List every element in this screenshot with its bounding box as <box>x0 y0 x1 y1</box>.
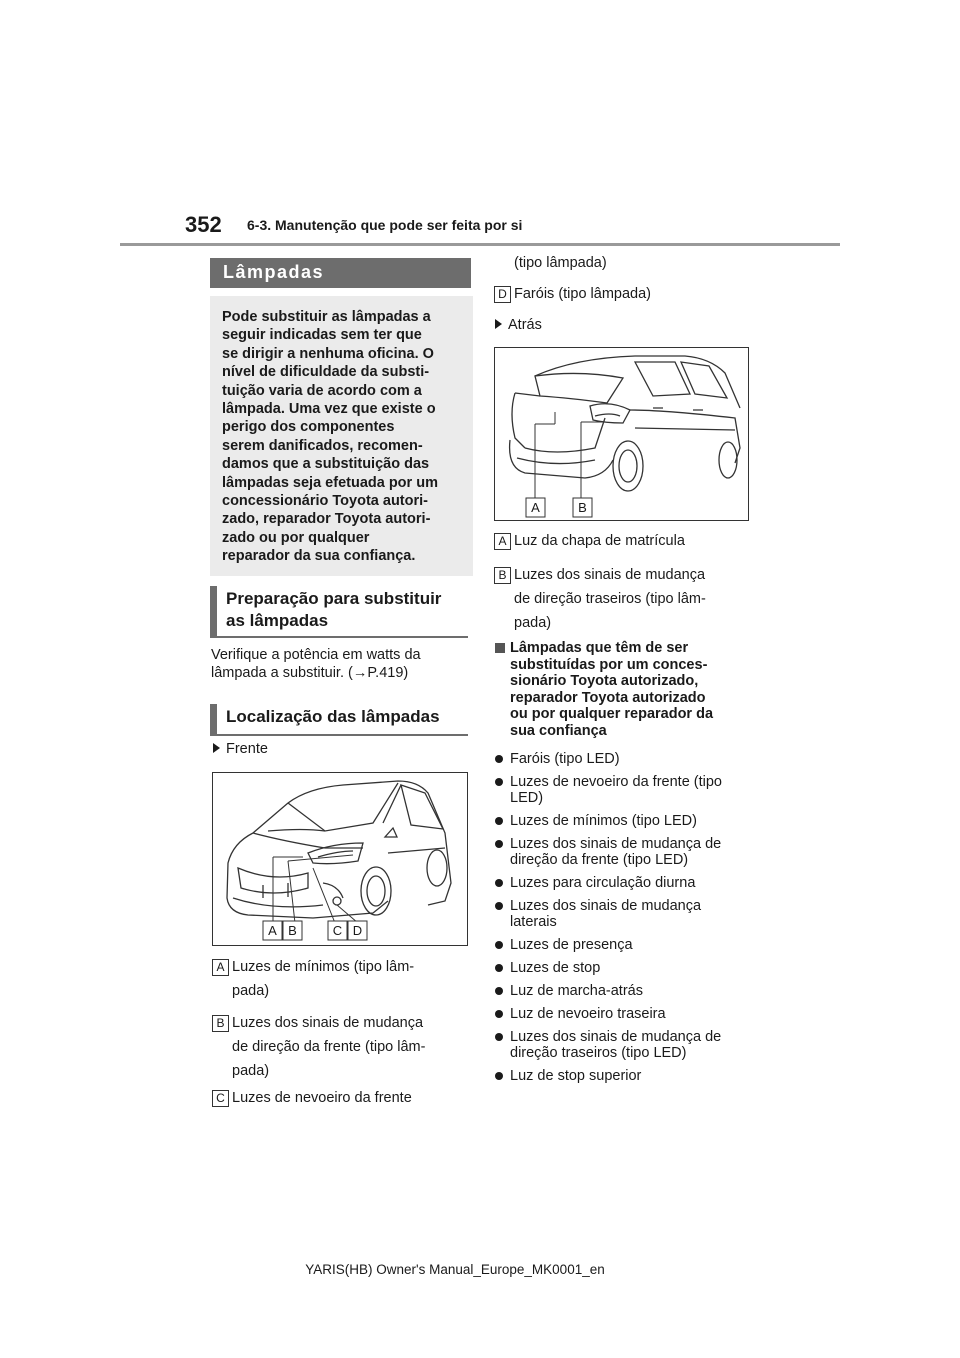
front-callout-a: A <box>268 923 277 938</box>
intro-line: tuição varia de acordo com a <box>222 382 422 399</box>
intro-line: zado, reparador Toyota autori- <box>222 511 431 528</box>
bullet-dot-icon <box>495 964 503 972</box>
bullet-dot-icon <box>495 941 503 949</box>
front-subheading: Frente <box>213 741 268 757</box>
heading-preparacao-line: as lâmpadas <box>226 611 329 630</box>
heading-localizacao: Localização das lâmpadas <box>210 704 468 736</box>
intro-line: Pode substituir as lâmpadas a <box>222 309 431 325</box>
rear-car-illustration <box>494 347 749 521</box>
label-key-c: C <box>212 1090 229 1107</box>
list-item: Luzes de mínimos (tipo LED) <box>495 813 755 829</box>
intro-line: zado ou por qualquer <box>222 529 370 546</box>
list-item: Luzes de nevoeiro da frente (tipo LED) <box>495 774 755 806</box>
intro-line: nível de dificuldade da substi- <box>222 364 430 381</box>
intro-line: seguir indicadas sem ter que <box>222 327 422 344</box>
list-item: Luzes para circulação diurna <box>495 875 755 891</box>
front-callout-c: C <box>332 923 343 938</box>
intro-line: se dirigir a nenhuma oficina. O <box>222 345 434 362</box>
list-item: Luz de nevoeiro traseira <box>495 1006 755 1022</box>
triangle-bullet-icon <box>213 743 220 753</box>
list-item: Luzes de stop <box>495 960 755 976</box>
intro-line: serem danificados, recomen- <box>222 437 423 454</box>
rear-item-b: B Luzes dos sinais de mudança de direção traseiros (tipo lâm- pada) <box>494 563 734 635</box>
preparacao-text <box>211 646 461 682</box>
arrow-icon: → <box>352 665 368 681</box>
bullet-dot-icon <box>495 902 503 910</box>
intro-line: perigo dos componentes <box>222 419 395 436</box>
front-callout-b: B <box>288 923 297 938</box>
header-divider <box>120 243 840 246</box>
preparacao-line: lâmpada a substituir. (→P.419) <box>211 665 409 681</box>
bullet-dot-icon <box>495 987 503 995</box>
page-number: 352 <box>185 212 222 237</box>
dealer-section-title: Lâmpadas que têm de ser substituídas por um conces- sionário Toyota autorizado, reparador Toyota autorizado ou por qualquer reparador da sua confiança <box>495 640 753 739</box>
page-reference-link[interactable]: P.419) <box>367 665 409 681</box>
label-key-d: D <box>494 286 511 303</box>
label-key-b: B <box>212 1015 229 1032</box>
list-item: Luzes de presença <box>495 937 755 953</box>
label-key-a: A <box>212 959 229 976</box>
list-item: Luz de marcha-atrás <box>495 983 755 999</box>
list-item: Luz de stop superior <box>495 1068 755 1084</box>
heading-preparacao <box>210 586 468 638</box>
front-item-d: D Faróis (tipo lâmpada) <box>494 282 734 306</box>
front-item-c: C Luzes de nevoeiro da frente <box>212 1086 452 1110</box>
heading-preparacao-line: Preparação para substituir <box>226 589 442 608</box>
intro-line: lâmpadas seja efetuada por um <box>222 474 438 491</box>
dealer-bullet-list <box>495 751 755 1084</box>
bullet-dot-icon <box>495 778 503 786</box>
rear-callout-a: A <box>531 500 540 515</box>
section-title: 6-3. Manutenção que pode ser feita por si <box>247 217 523 233</box>
bullet-dot-icon <box>495 755 503 763</box>
front-item-b: B Luzes dos sinais de mudança de direção da frente (tipo lâm- pada) <box>212 1011 452 1083</box>
rear-car-drawing <box>495 348 748 520</box>
page-footer: YARIS(HB) Owner's Manual_Europe_MK0001_en <box>305 1262 605 1277</box>
intro-line: reparador da sua confiança. <box>222 548 416 565</box>
intro-line: lâmpada. Uma vez que existe o <box>222 401 436 418</box>
front-item-c-continued: (tipo lâmpada) <box>514 255 607 271</box>
front-callout-d: D <box>352 923 363 938</box>
front-car-drawing <box>213 773 467 945</box>
bullet-dot-icon <box>495 1033 503 1041</box>
intro-box <box>210 296 473 576</box>
preparacao-line: Verifique a potência em watts da <box>211 647 421 663</box>
rear-callout-b: B <box>578 500 587 515</box>
bullet-dot-icon <box>495 1010 503 1018</box>
list-item: Luzes dos sinais de mudança de direção traseiros (tipo LED) <box>495 1029 755 1061</box>
bullet-dot-icon <box>495 817 503 825</box>
intro-line: concessionário Toyota autori- <box>222 493 428 510</box>
square-bullet-icon <box>495 643 505 653</box>
bullet-dot-icon <box>495 1072 503 1080</box>
front-car-illustration <box>212 772 468 946</box>
rear-item-a: A Luz da chapa de matrícula <box>494 529 734 553</box>
bullet-dot-icon <box>495 840 503 848</box>
intro-line: damos que a substituição das <box>222 456 430 473</box>
bullet-dot-icon <box>495 879 503 887</box>
triangle-bullet-icon <box>495 319 502 329</box>
front-item-a: A Luzes de mínimos (tipo lâm- pada) <box>212 955 452 1003</box>
list-item: Faróis (tipo LED) <box>495 751 755 767</box>
heading-lampadas: Lâmpadas <box>210 258 471 288</box>
label-key-a: A <box>494 533 511 550</box>
label-key-b: B <box>494 567 511 584</box>
list-item: Luzes dos sinais de mudança de direção da frente (tipo LED) <box>495 836 755 868</box>
rear-subheading: Atrás <box>495 317 542 333</box>
list-item: Luzes dos sinais de mudança laterais <box>495 898 755 930</box>
